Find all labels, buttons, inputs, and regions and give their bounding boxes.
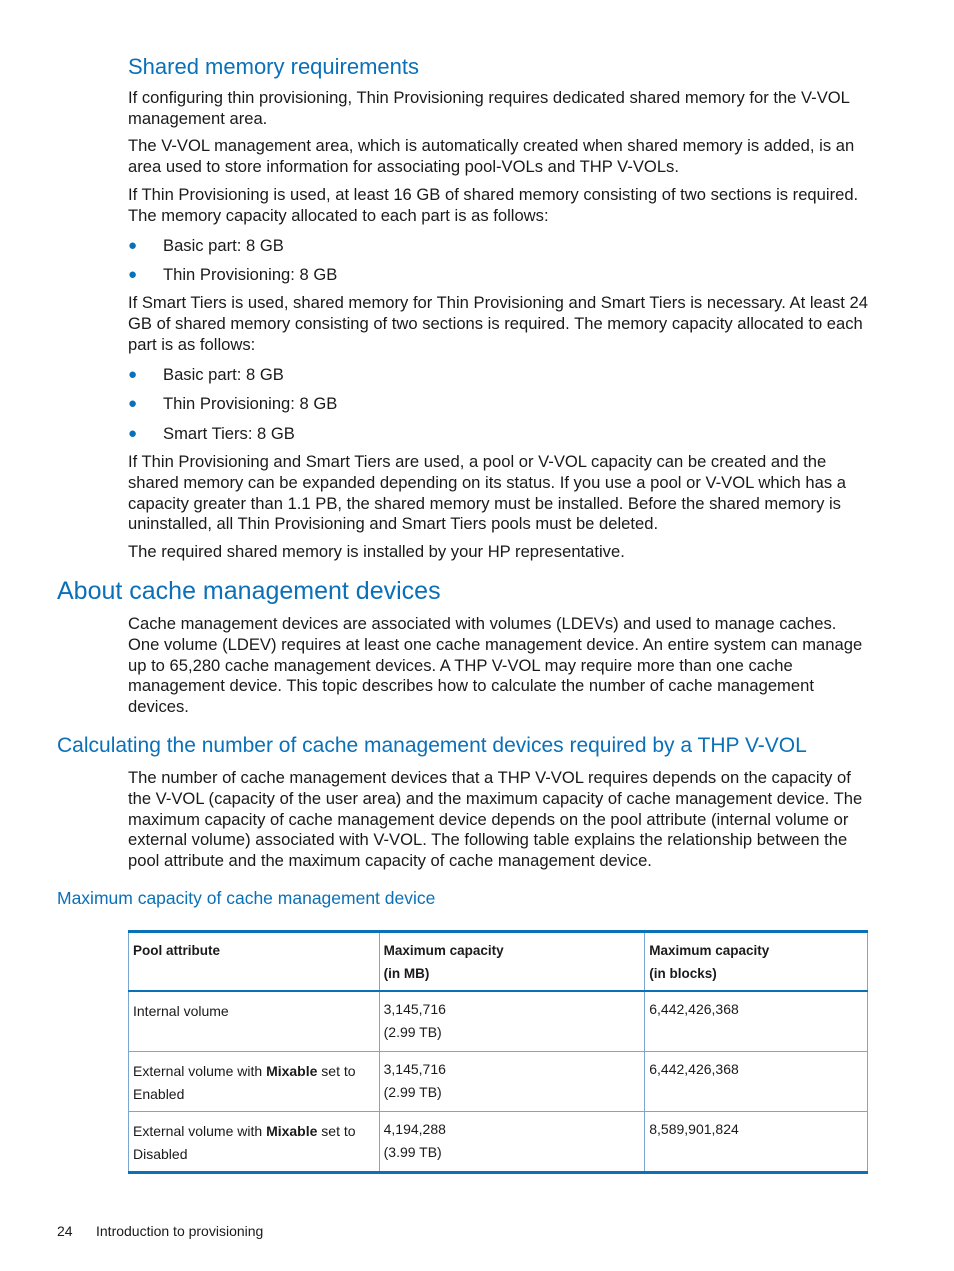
cell-pool-attribute	[129, 1112, 380, 1173]
list-item-text: Thin Provisioning: 8 GB	[163, 265, 338, 284]
bullet-icon: ●	[128, 366, 138, 383]
cell-pool-attribute	[129, 991, 380, 1052]
column-header-pool-attribute	[129, 932, 380, 992]
cell-text: set to Disabled	[133, 1123, 356, 1162]
column-header-max-capacity-mb	[379, 932, 645, 992]
header-line: Pool attribute	[133, 943, 220, 958]
cell-capacity-blocks	[645, 1052, 868, 1112]
bullet-icon: ●	[128, 266, 138, 283]
paragraph: If Thin Provisioning and Smart Tiers are used, a pool or V-VOL capacity can be created and the shared memory can be expanded depending on its status. If you use a pool or V-VOL which has a capacity greater than 1.1 PB, the shared memory must be installed. Before the shared memory is uninstalled, all Thin Provisioning and Smart Tiers pools must be deleted.	[128, 452, 846, 534]
paragraph: Cache management devices are associated with volumes (LDEVs) and used to manage caches. One volume (LDEV) requires at least one cache management device. An entire system can manage up to 65,280 cache management devices. A THP V-VOL may require more than one cache management device. This topic describes how to calculate the number of cache management devices.	[128, 614, 863, 717]
cell-text: External volume with	[133, 1123, 267, 1139]
section-heading-cache-devices: About cache management devices	[57, 577, 441, 605]
cell-value: 3,145,716	[383, 1001, 446, 1017]
paragraph: If Smart Tiers is used, shared memory for Thin Provisioning and Smart Tiers is necessary. At least 24 GB of shared memory consisting of two sections is required. The memory capacity allocated to each part is as follows:	[128, 293, 868, 354]
bullet-icon: ●	[128, 425, 138, 442]
list-item-text: Thin Provisioning: 8 GB	[163, 394, 338, 413]
capacity-table	[128, 930, 868, 1174]
table-row	[129, 1052, 868, 1112]
table-row	[129, 1112, 868, 1173]
table-header-row	[129, 932, 868, 992]
table-row	[129, 991, 868, 1052]
cell-capacity-mb	[379, 991, 645, 1052]
cell-value: 3,145,716	[383, 1061, 446, 1077]
cell-text: External volume with	[133, 1063, 267, 1079]
header-line: (in blocks)	[649, 966, 717, 981]
paragraph: The V-VOL management area, which is automatically created when shared memory is added, is an area used to store information for associating pool-VOLs and THP V-VOLs.	[128, 136, 855, 176]
cell-value: 8,589,901,824	[649, 1121, 739, 1137]
list-item-text: Basic part: 8 GB	[163, 365, 284, 384]
header-line: (in MB)	[383, 966, 430, 981]
cell-value: 4,194,288	[383, 1121, 446, 1137]
section-heading-calculating: Calculating the number of cache management devices required by a THP V-VOL	[57, 734, 807, 757]
header-line: Maximum capacity	[383, 943, 504, 958]
cell-text-bold: Mixable	[266, 1123, 318, 1139]
cell-value-tb: (2.99 TB)	[383, 1024, 442, 1040]
bullet-icon: ●	[128, 237, 138, 254]
cell-text: Internal volume	[133, 1003, 229, 1019]
paragraph: The required shared memory is installed by your HP representative.	[128, 542, 625, 561]
cell-capacity-blocks	[645, 991, 868, 1052]
cell-capacity-mb	[379, 1112, 645, 1173]
cell-text: set to Enabled	[133, 1063, 356, 1102]
cell-value: 6,442,426,368	[649, 1001, 739, 1017]
cell-value-tb: (2.99 TB)	[383, 1084, 442, 1100]
footer-section-title: Introduction to provisioning	[96, 1223, 264, 1239]
table-title: Maximum capacity of cache management device	[57, 888, 436, 908]
cell-capacity-mb	[379, 1052, 645, 1112]
header-line: Maximum capacity	[649, 943, 770, 958]
list-item-text: Basic part: 8 GB	[163, 236, 284, 255]
cell-text-bold: Mixable	[266, 1063, 318, 1079]
page-number: 24	[57, 1223, 73, 1239]
paragraph: If Thin Provisioning is used, at least 16 GB of shared memory consisting of two sections is required. The memory capacity allocated to each part is as follows:	[128, 185, 859, 225]
cell-pool-attribute	[129, 1052, 380, 1112]
bullet-icon: ●	[128, 395, 138, 412]
section-heading-shared-memory: Shared memory requirements	[128, 54, 420, 79]
cell-value: 6,442,426,368	[649, 1061, 739, 1077]
paragraph: The number of cache management devices that a THP V-VOL requires depends on the capacity of the V-VOL (capacity of the user area) and the maximum capacity of cache management device. The maximum capacity of cache management device depends on the pool attribute (internal volume or external volume) associated with V-VOL. The following table explains the relationship between the pool attribute and the maximum capacity of cache management device.	[128, 768, 863, 871]
list-item-text: Smart Tiers: 8 GB	[163, 424, 295, 443]
cell-value-tb: (3.99 TB)	[383, 1144, 442, 1160]
cell-capacity-blocks	[645, 1112, 868, 1173]
column-header-max-capacity-blocks	[645, 932, 868, 992]
paragraph: If configuring thin provisioning, Thin Provisioning requires dedicated shared memory for the V-VOL management area.	[128, 88, 850, 128]
